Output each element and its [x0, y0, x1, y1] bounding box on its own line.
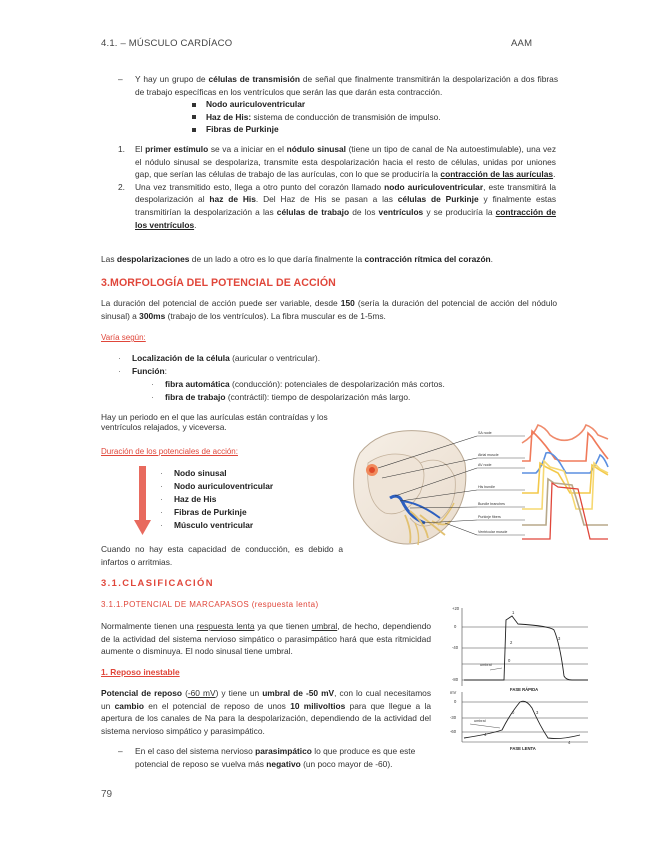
fast-phase-title: FASE RÁPIDA — [510, 687, 539, 692]
waveform-av-node — [522, 453, 608, 473]
reposo-paragraph: Potencial de reposo (-60 mV) y tiene un umbral de -50 mV, con lo cual necesitamos un cambio en el potencial de reposo de unos 10 milivoltios para que llegue a la apertura de los canales de Na para la despolarización, dependiendo de la actividad del sistema nervioso simpático y parasimpático. — [101, 688, 432, 736]
y-tick-bottom: mV — [450, 690, 457, 695]
duracion-label: Duración de los potenciales de acción: — [101, 447, 238, 456]
phase-label: 4 — [568, 740, 571, 745]
heart-label: AV node — [478, 463, 492, 467]
phase-label: 3 — [536, 710, 539, 715]
section-3-title: 3.MORFOLOGÍA DEL POTENCIAL DE ACCIÓN — [101, 277, 336, 289]
heart-label: Atrial muscle — [478, 453, 499, 457]
varia-sublist: · fibra automática (conducción): potenciales de despolarización más cortos. · fibra de trabajo (contráctil): tiempo de despolarización más largo. — [151, 379, 445, 402]
cuando-paragraph: Cuando no hay esta capacidad de conducción, es debido a infartos o arritmias. — [101, 544, 343, 567]
varia-list: · Localización de la célula (auricular o ventricular). · Función: — [118, 353, 321, 376]
marcapasos-paragraph: Normalmente tienen una respuesta lenta ya que tienen umbral, de hecho, dependiendo de la actividad del sistema nervioso simpático o parasimpático hará que esta ritmicidad aumente o disminuya. El nodo sinusal tiene umbral. — [101, 621, 432, 657]
y-tick-top: -80 — [452, 677, 459, 682]
umbral-label: umbral — [480, 663, 492, 667]
y-tick-bottom: -30 — [450, 715, 457, 720]
section-3-1-title: 3.1.CLASIFICACIÓN — [101, 577, 214, 588]
section-3-1-1-title: 3.1.1.POTENCIAL DE MARCAPASOS (respuesta lenta) — [101, 600, 319, 609]
chain-item: · Nodo sinusal — [160, 468, 227, 478]
page-number: 79 — [101, 789, 113, 800]
numbered-list — [118, 143, 556, 231]
phase-label: 3 — [558, 636, 561, 641]
phase-label: 1 — [512, 610, 515, 615]
chain-item: · Fibras de Purkinje — [160, 507, 247, 517]
numbered-item-2: 2. Una vez transmitido esto, llega a otro punto del corazón llamado nodo auriculoventricular, este transmitirá la despolarización al haz de His. Del Haz de His se pasan a las células de Purkinje y finalmente estas transmitirían la despolarización a las células de trabajo de los ventrículos y se produciría la contracción de los ventrículos. — [118, 181, 557, 230]
phase-label: 0 — [512, 710, 515, 715]
duration-arrow-icon — [133, 466, 153, 536]
numbered-item-1: 1. El primer estímulo se va a iniciar en el nódulo sinusal (tiene un tipo de canal de Na autoestimulable), una vez el nódulo sinusal se despolariza, transmite esta despolarización hacia el resto de células, unidas por uniones gap, que serían las células de trabajo de las aurículas, con lo que se produciría la contracción de las aurículas. — [118, 144, 557, 180]
action-potential-phases-figure — [440, 604, 592, 752]
heart-label: His bundle — [478, 485, 495, 489]
chain-item: · Músculo ventricular — [160, 520, 254, 530]
header-title: 4.1. – MÚSCULO CARDÍACO — [101, 38, 233, 49]
waveform-his — [522, 463, 608, 493]
parasimpatico-paragraph: – En el caso del sistema nervioso parasimpático lo que produce es que este potencial de reposo se vuelva más negativo (un poco mayor de -60). — [118, 746, 416, 769]
chain-item: · Haz de His — [160, 494, 217, 504]
phase-label: 4 — [484, 732, 487, 737]
intro-paragraph: – Y hay un grupo de células de transmisión de señal que finalmente transmitirán la despolarización a dos fibras de trabajo específicas en los ventrículos que serán las que darán esta contracción. — [118, 74, 559, 97]
chain-item: · Nodo auriculoventricular — [160, 481, 274, 491]
reposo-title: 1. Reposo inestable — [101, 667, 180, 677]
heart-label: SA node — [478, 431, 492, 435]
slow-phase-title: FASE LENTA — [510, 746, 536, 751]
intro-bullets: Nodo auriculoventricular Haz de His: sistema de conducción de transmisión de impulso. Fibras de Purkinje — [192, 98, 441, 136]
phase-label: 2 — [510, 640, 513, 645]
header-author: AAM — [511, 38, 533, 49]
section-3-intro: La duración del potencial de acción puede ser variable, desde 150 (sería la duración del potencial de acción del nódulo sinusal) a 300ms (trabajo de los ventrículos). La fibra muscular es de 1-5ms. — [101, 298, 558, 321]
y-tick-top: 0 — [454, 624, 457, 629]
y-tick-bottom: 0 — [454, 699, 457, 704]
duration-chain — [160, 467, 273, 532]
varia-segun-label: Varía según: — [101, 333, 146, 342]
y-tick-top: +20 — [452, 606, 460, 611]
heart-label: Ventricular muscle — [478, 530, 508, 534]
waveform-atrial — [522, 431, 608, 461]
y-tick-bottom: -60 — [450, 729, 457, 734]
heart-label: Purkinje fibers — [478, 515, 501, 519]
periodo-paragraph: Hay un periodo en el que las aurículas están contraídas y los ventrículos relajados, y viceversa. — [101, 412, 328, 432]
umbral-label-bottom: umbral — [474, 719, 486, 723]
y-tick-top: -40 — [452, 645, 459, 650]
phase-label: 0 — [508, 658, 511, 663]
summary-paragraph: Las despolarizaciones de un lado a otro es lo que daría finalmente la contracción rítmica del corazón. — [101, 254, 493, 264]
heart-label: Bundle branches — [478, 502, 505, 506]
heart-action-potential-figure — [350, 423, 612, 553]
